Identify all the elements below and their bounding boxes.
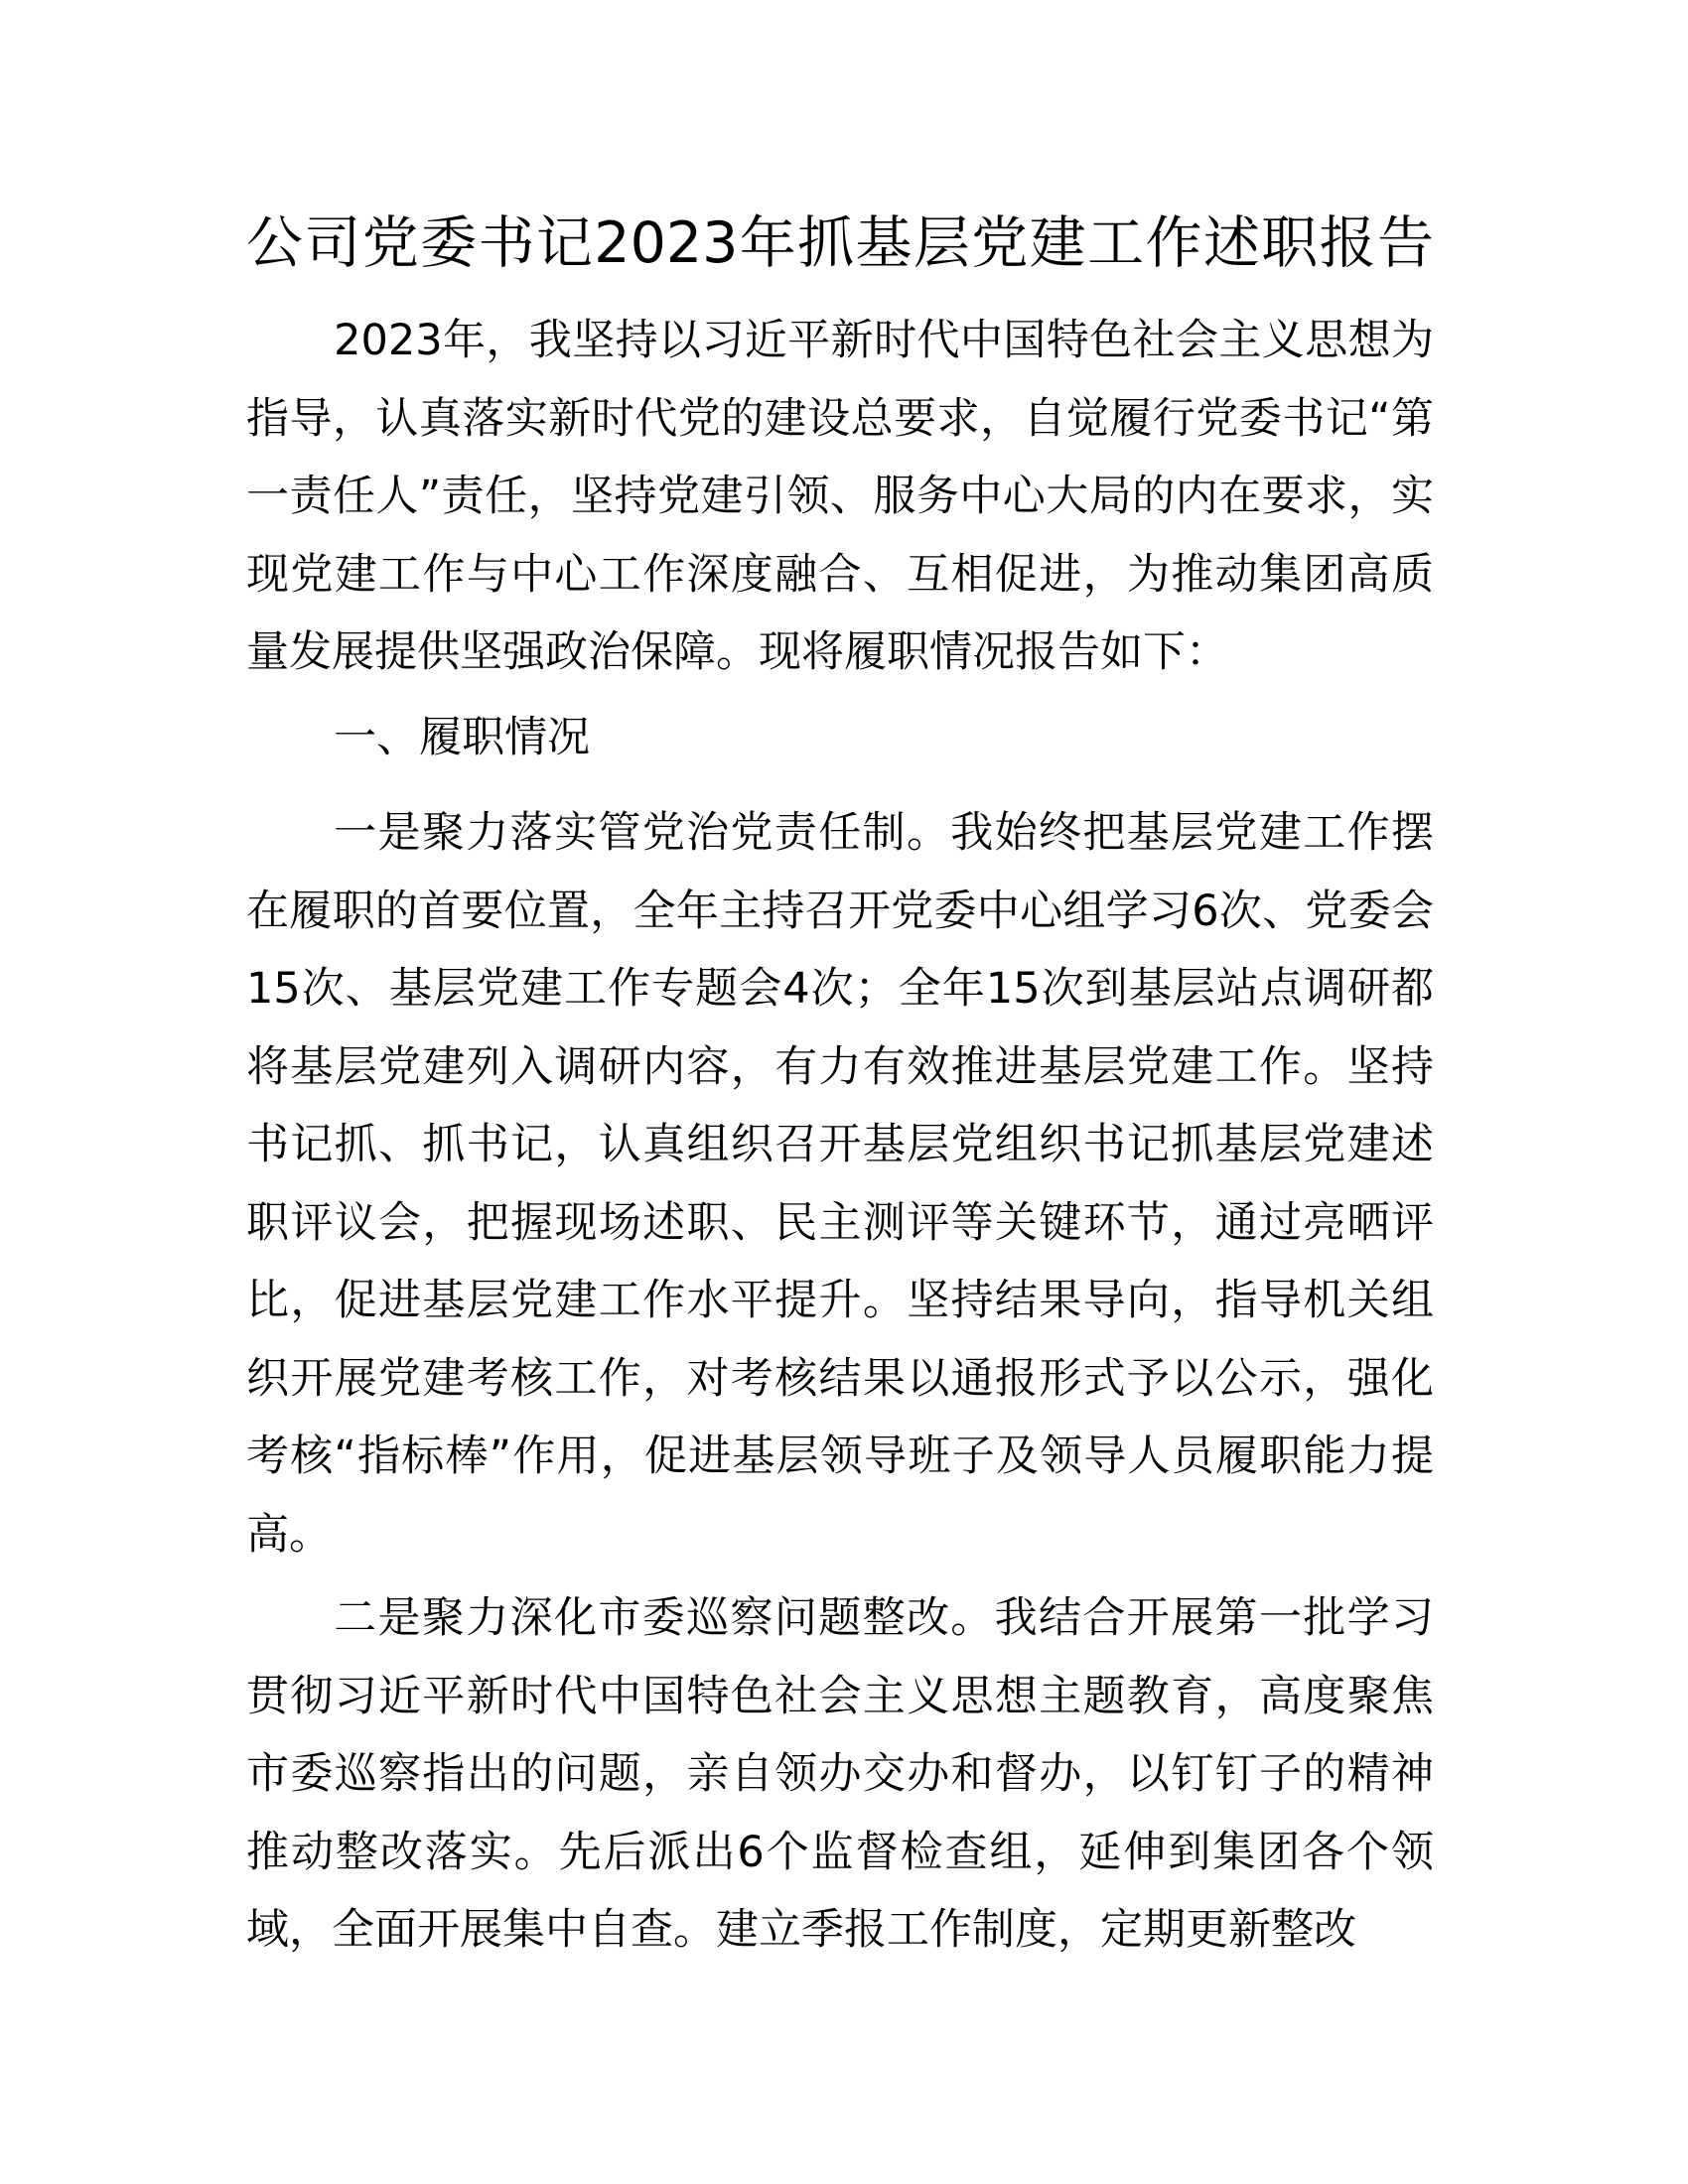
paragraph-item-two: 二是聚力深化市委巡察问题整改。我结合开展第一批学习贯彻习近平新时代中国特色社会主义思想主题教育，高度聚焦市委巡察指出的问题，亲自领办交办和督办，以钉钉子的精神推动整改落实。先后派出6个监督检查组，延伸到集团各个领域，全面开展集中自查。建立季报工作制度，定期更新整改 <box>246 1593 1434 1955</box>
section-heading-performance: 一、履职情况 <box>334 713 591 762</box>
paragraph-item-one: 一是聚力落实管党治党责任制。我始终把基层党建工作摆在履职的首要位置，全年主持召开党委中心组学习6次、党委会15次、基层党建工作专题会4次；全年15次到基层站点调研都将基层党建列入调研内容，有力有效推进基层党建工作。坚持书记抓、抓书记，认真组织召开基层党组织书记抓基层党建述职评议会，把握现场述职、民主测评等关键环节，通过亮晒评比，促进基层党建工作水平提升。坚持结果导向，指导机关组织开展党建考核工作，对考核结果以通报形式予以公示，强化考核“指标棒”作用，促进基层领导班子及领导人员履职能力提高。 <box>246 808 1434 1560</box>
document-title: 公司党委书记2023年抓基层党建工作述职报告 <box>246 210 1434 276</box>
intro-paragraph: 2023年，我坚持以习近平新时代中国特色社会主义思想为指导，认真落实新时代党的建设总要求，自觉履行党委书记“第一责任人”责任，坚持党建引领、服务中心大局的内在要求，实现党建工作与中心工作深度融合、互相促进，为推动集团高质量发展提供坚强政治保障。现将履职情况报告如下： <box>246 316 1434 677</box>
